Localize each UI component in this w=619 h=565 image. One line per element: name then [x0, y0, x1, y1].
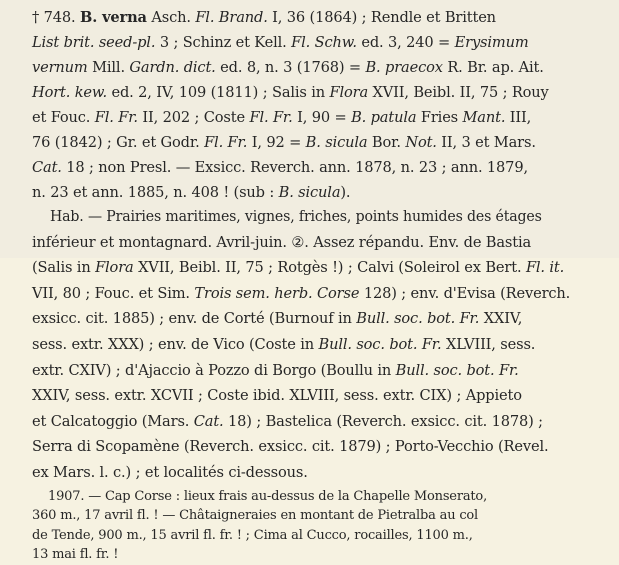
italic-reference: Erysimum — [454, 34, 529, 51]
habitat-line — [32, 460, 592, 485]
text-run: Fries — [416, 109, 463, 126]
entry-line — [32, 105, 592, 130]
note-line — [32, 506, 580, 525]
text-run: Bor. — [367, 134, 406, 151]
italic-reference: Cat. — [193, 412, 224, 430]
text-run: 128) ; env. d'Evisa (Reverch. — [359, 284, 571, 302]
text-run: extr. CXIV) ; d'Ajaccio à Pozzo di Borgo (Boullu in — [32, 361, 396, 379]
text-run: II, 3 et Mars. — [436, 134, 536, 151]
entry-line — [32, 30, 592, 55]
italic-reference: Bull. soc. bot. Fr. — [318, 336, 442, 353]
text-run: ed. 3, 240 = — [356, 34, 455, 51]
text-run: 13 mai fl. fr. ! — [32, 547, 119, 563]
text-run: XXIV, sess. extr. XCVII ; Coste ibid. XLVIII, sess. extr. CIX) ; Appieto — [32, 387, 522, 405]
text-run: (Salis in — [32, 259, 96, 277]
note-line — [32, 545, 580, 564]
habitat-line — [32, 306, 592, 331]
note-line — [32, 526, 580, 545]
habitat-line — [32, 281, 592, 306]
species-name: B. verna — [80, 9, 147, 26]
text-run: Serra di Scopamène (Reverch. exsicc. cit. 1879) ; Porto-Vecchio (Revel. — [32, 438, 549, 456]
italic-reference: Mant. — [462, 109, 506, 126]
text-run: † 748. — [32, 9, 81, 26]
text-run: et Calcatoggio (Mars. — [32, 412, 194, 430]
habitat-line — [32, 409, 592, 434]
italic-reference: Gardn. dict. — [129, 59, 216, 76]
text-run: inférieur et montagnard. Avril-juin. ②. Assez répandu. Env. de Bastia — [32, 233, 532, 251]
text-run: 1907. — Cap Corse : lieux frais au-dessus de la Chapelle Monserato, — [48, 489, 488, 504]
text-run: ed. 8, n. 3 (1768) = — [215, 59, 366, 76]
italic-reference: B. patula — [351, 109, 417, 126]
entry-line — [32, 180, 592, 205]
text-run: III, — [505, 109, 532, 126]
italic-reference: List brit. seed-pl. — [32, 34, 156, 51]
text-run: ex Mars. l. c.) ; et localités ci-dessous. — [32, 464, 308, 481]
text-run: et Fouc. — [32, 109, 95, 126]
text-run: ed. 2, IV, 109 (1811) ; Salis in — [107, 84, 330, 101]
text-run: I, 90 = — [292, 109, 352, 126]
italic-reference: Trois sem. herb. Corse — [194, 284, 360, 302]
italic-reference: Flora — [329, 84, 369, 101]
italic-reference: B. sicula — [305, 134, 368, 151]
entry-line — [32, 155, 592, 180]
text-run: 360 m., 17 avril fl. ! — Châtaigneraies en montant de Pietralba au col — [32, 508, 479, 524]
italic-reference: B. sicula — [278, 184, 341, 201]
text-run: n. 23 et ann. 1885, n. 408 ! (sub : — [32, 184, 279, 201]
text-run: de Tende, 900 m., 15 avril fl. fr. ! ; Cima al Cucco, rocailles, 1100 m., — [32, 527, 473, 543]
text-run: I, 36 (1864) ; Rendle et Britten — [267, 9, 496, 26]
text-run: XLVIII, sess. — [441, 336, 536, 353]
italic-reference: Bull. soc. bot. Fr. — [395, 361, 519, 379]
italic-reference: Bull. soc. bot. Fr. — [356, 310, 480, 328]
text-run: XVII, Beibl. II, 75 ; Rouy — [368, 84, 549, 101]
habitat-line — [32, 255, 592, 280]
habitat-line — [32, 332, 592, 357]
text-run: exsicc. cit. 1885) ; env. de Corté (Burnouf in — [32, 310, 357, 328]
italic-reference: Fl. Schw. — [291, 34, 357, 51]
text-run: VII, 80 ; Fouc. et Sim. — [32, 284, 195, 302]
italic-reference: Fl. Fr. — [94, 109, 138, 126]
habitat-line — [32, 383, 592, 408]
text-run: 76 (1842) ; Gr. et Godr. — [32, 134, 205, 151]
habitat-line — [32, 434, 592, 459]
text-run: 18 ; non Presl. — Exsicc. Reverch. ann. 1878, n. 23 ; ann. 1879, — [61, 159, 528, 176]
text-run: I, 92 = — [247, 134, 306, 151]
text-run: 18) ; Bastelica (Reverch. exsicc. cit. 1878) ; — [223, 412, 543, 430]
text-run: XVII, Beibl. II, 75 ; Rotgès !) ; Calvi (Soleirol ex Bert. — [133, 259, 526, 277]
note-line — [48, 487, 596, 506]
entry-line — [32, 80, 592, 105]
text-run: II, 202 ; Coste — [137, 109, 250, 126]
text-run: ). — [340, 184, 351, 201]
habitat-line — [50, 204, 591, 229]
text-run: R. Br. ap. Ait. — [442, 59, 544, 76]
text-run: Mill. — [87, 59, 130, 76]
italic-reference: B. praecox — [365, 59, 443, 76]
text-run: Asch. — [146, 9, 196, 26]
entry-line — [32, 55, 592, 80]
italic-reference: Cat. — [32, 159, 62, 176]
entry-line — [32, 5, 592, 30]
italic-reference: vernum — [32, 59, 88, 76]
italic-reference: Not. — [405, 134, 437, 151]
text-run: Hab. — Prairies maritimes, vignes, friches, points humides des étages — [50, 208, 542, 225]
habitat-line — [32, 358, 592, 383]
text-run: sess. extr. XXX) ; env. de Vico (Coste in — [32, 336, 319, 353]
italic-reference: Fl. Fr. — [204, 134, 248, 151]
italic-reference: Flora — [95, 259, 134, 277]
italic-reference: Fl. Brand. — [195, 9, 268, 26]
entry-line — [32, 130, 592, 155]
text-run: 3 ; Schinz et Kell. — [155, 34, 292, 51]
italic-reference: Fl. Fr. — [249, 109, 293, 126]
italic-reference: Hort. kew. — [32, 84, 108, 101]
habitat-line — [32, 230, 592, 255]
text-run: XXIV, — [479, 310, 523, 328]
italic-reference: Fl. it. — [525, 259, 565, 277]
